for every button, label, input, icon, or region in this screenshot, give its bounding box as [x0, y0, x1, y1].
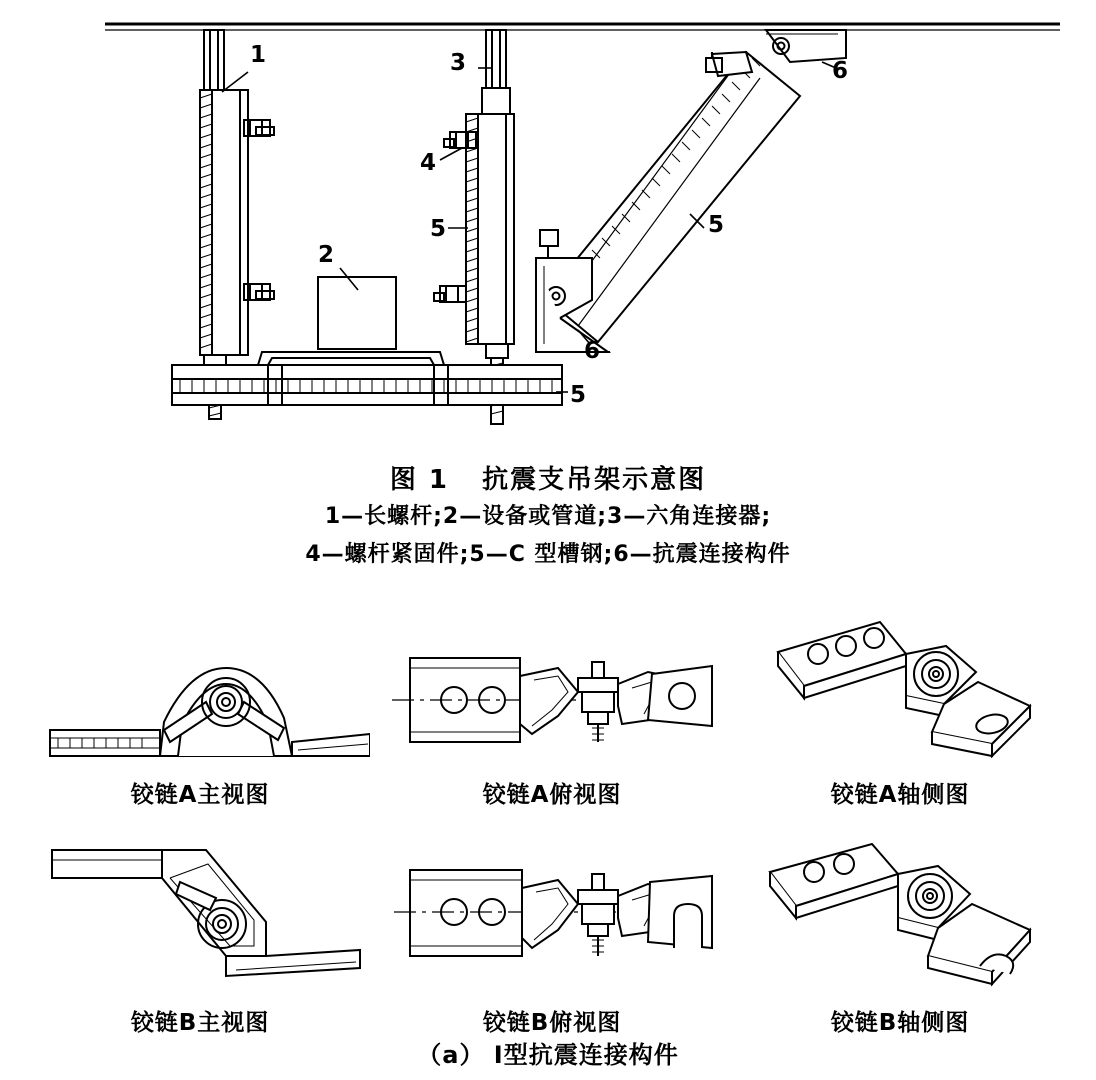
callout-5c: 5 — [708, 212, 725, 238]
figure-legend-line-2: 4—螺杆紧固件;5—C 型槽钢;6—抗震连接构件 — [305, 542, 791, 567]
hinge-a-front-drawing — [20, 610, 380, 770]
hinge-a-top-label: 铰链A俯视图 — [482, 782, 622, 808]
hinge-a-front-label: 铰链A主视图 — [130, 782, 270, 808]
hex-coupler — [482, 88, 510, 114]
diagonal-brace — [536, 30, 849, 352]
figure-caption-block — [0, 462, 1096, 574]
hinge-b-iso-drawing — [720, 838, 1080, 998]
hinge-b-front-drawing — [20, 838, 380, 998]
hinge-b-front-cell — [20, 838, 380, 1037]
figure-subcaption: （a） Ⅰ型抗震连接构件 — [417, 1041, 679, 1069]
hinge-a-iso-drawing — [720, 610, 1080, 770]
hinge-b-iso-cell — [720, 838, 1080, 1037]
figure-legend-line-1: 1—长螺杆;2—设备或管道;3—六角连接器; — [324, 504, 772, 529]
figure1-illustration — [0, 0, 1096, 450]
callout-3: 3 — [450, 50, 467, 76]
hinge-b-front-label: 铰链B主视图 — [130, 1010, 270, 1036]
hinge-a-front-cell — [20, 610, 380, 809]
callout-2: 2 — [318, 242, 335, 268]
leader-4 — [440, 148, 462, 160]
hinge-a-iso-label: 铰链A轴侧图 — [830, 782, 970, 808]
figure-title: 图 1 抗震支吊架示意图 — [389, 465, 707, 495]
hinge-a-top-drawing — [372, 610, 732, 770]
callout-6b: 6 — [584, 338, 601, 364]
callout-5a: 5 — [430, 216, 447, 242]
hinge-b-iso-label: 铰链B轴侧图 — [830, 1010, 970, 1036]
hinge-views-grid — [0, 610, 1096, 1080]
callout-4: 4 — [420, 150, 437, 176]
callout-5b: 5 — [570, 382, 587, 408]
callout-1: 1 — [250, 42, 267, 68]
hinge-b-top-drawing — [372, 838, 732, 998]
hinge-b-top-label: 铰链B俯视图 — [482, 1010, 622, 1036]
callout-6a: 6 — [832, 58, 849, 84]
hinge-a-iso-cell — [720, 610, 1080, 809]
middle-rod-fastener-lower — [434, 286, 466, 302]
hinge-a-top-cell — [372, 610, 732, 809]
hinge-b-top-cell — [372, 838, 732, 1037]
